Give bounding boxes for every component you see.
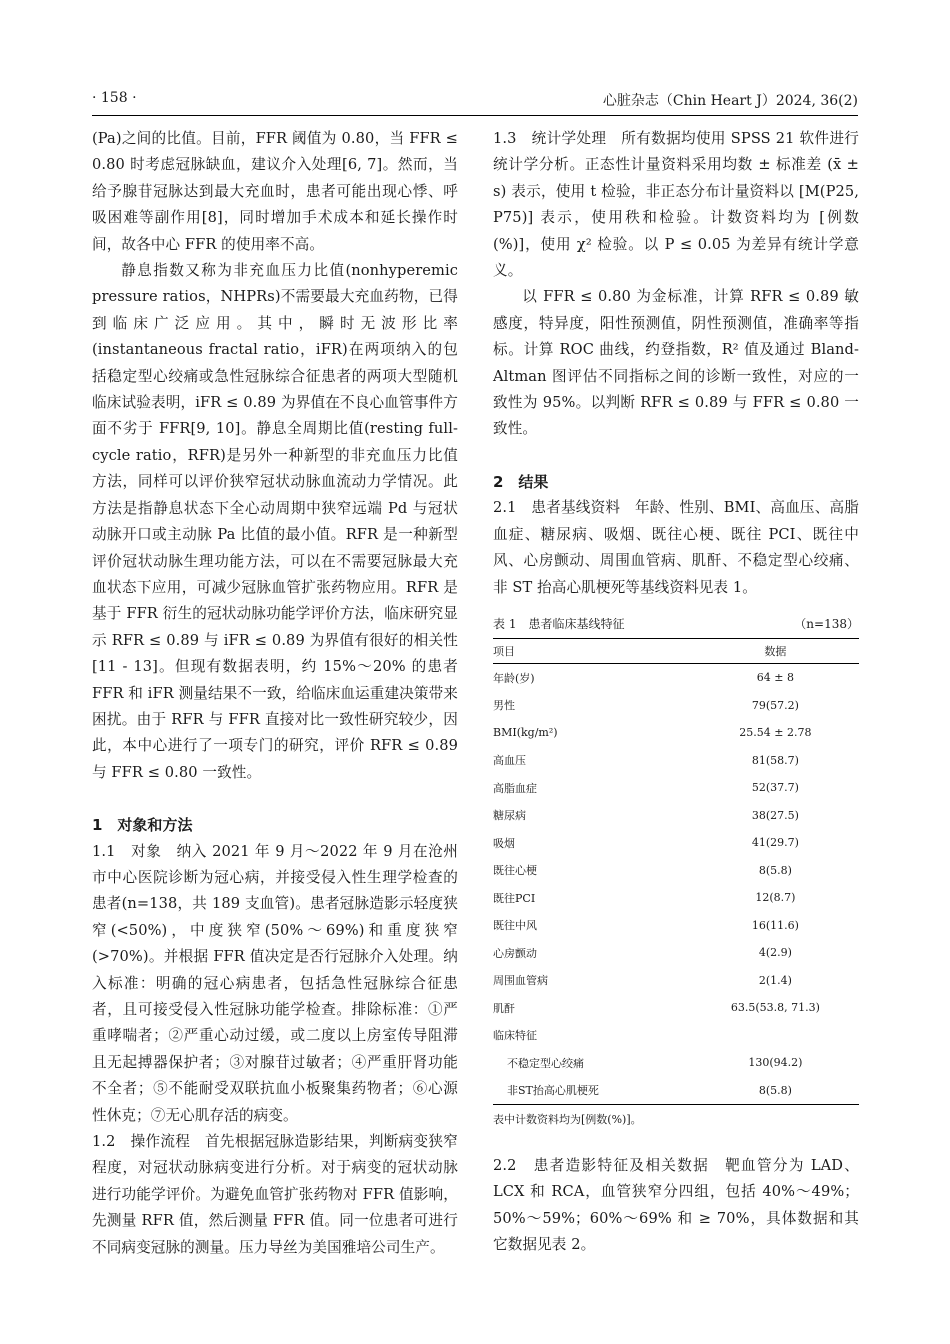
- table-cell-value: 8(5.8): [692, 1076, 859, 1104]
- table-cell-item: 周围血管病: [493, 974, 548, 988]
- paragraph-gold-standard: 以 FFR ≤ 0.80 为金标准，计算 RFR ≤ 0.89 敏感度，特异度，阳性预测值，阴性预测值，准确率等指标。计算 ROC 曲线，约登指数，R² 值及通过 Bland-Altman 图评估不同指标之间的诊断一致性，对应的一致性为 95%。以判断 RFR ≤ 0.89 与 FFR ≤ 0.80 一致性。: [493, 288, 859, 438]
- subsection-label-baseline: 2.1 患者基线资料: [493, 499, 621, 517]
- table-cell-item: 男性: [493, 699, 515, 713]
- table-cell-item: 高血压: [493, 754, 526, 768]
- paragraph-statistics: [493, 126, 859, 284]
- table-caption: [493, 615, 859, 632]
- table-cell-value: 4(2.9): [758, 946, 792, 960]
- table-cell-value: 25.54 ± 2.78: [739, 726, 812, 740]
- right-column: [493, 126, 859, 1259]
- subsection-label-angiography: 2.2 患者造影特征及相关数据: [493, 1156, 710, 1174]
- paragraph-ffr: (Pa)之间的比值。目前，FFR 阈值为 0.80，当 FFR ≤ 0.80 时考虑冠脉缺血，建议介入处理[6, 7]。然而，当给予腺苷冠脉达到最大充血时，患者可能出现心悸、呼吸困难等副作用[8]，同时增加手术成本和延长操作时间，故各中心 FFR 的使用率不高。: [92, 130, 458, 253]
- table-row: [493, 884, 859, 912]
- table-cell-value: 41(29.7): [751, 836, 799, 850]
- table-row: [493, 829, 859, 857]
- table-cell-item: 心房颤动: [493, 946, 537, 960]
- table-cell-value: [692, 1021, 859, 1049]
- table-cell-item: 非ST抬高心肌梗死: [493, 1076, 692, 1104]
- paragraph-subjects: [92, 839, 458, 1129]
- baseline-table: [493, 638, 859, 1105]
- subsection-text-angiography: 靶血管分为 LAD、LCX 和 RCA，血管狭窄分四组，包括 40%～49%；50%～59%；60%～69% 和 ≥ 70%，具体数据和其它数据见表 2。: [493, 1156, 859, 1254]
- subsection-text-subjects: 纳入 2021 年 9 月～2022 年 9 月在沧州市中心医院诊断为冠心病，并接受侵入性生理学检查的患者(n=138，共 189 支血管)。患者冠脉造影示轻度狭窄(<50%)，中度狭窄(50%～69%)和重度狭窄(>70%)。并根据 FFR 值决定是否行冠脉介入处理。纳入标准：明确的冠心病患者，包括急性冠脉综合征患者，且可接受侵入性冠脉功能学检查。排除标准：①严重哮喘者；②严重心动过缓，或二度以上房室传导阻滞且无起搏器保护者；③对腺苷过敏者；④严重肝肾功能不全者；⑤不能耐受双联抗血小板聚集药物者；⑥心源性休克；⑦无心肌存活的病变。: [92, 842, 459, 1124]
- subsection-label-subjects: 1.1 对象: [92, 842, 162, 860]
- subsection-label-statistics: 1.3 统计学处理: [493, 130, 607, 147]
- table-title: 表 1 患者临床基线特征: [493, 616, 625, 631]
- left-column: [92, 126, 458, 1261]
- table-row: [493, 1076, 859, 1104]
- table-cell-item: 既往心梗: [493, 864, 537, 878]
- table-row: [493, 1021, 859, 1049]
- table-cell-value: 79(57.2): [751, 698, 799, 712]
- table-row: [493, 774, 859, 802]
- table-cell-value: 2(1.4): [758, 973, 792, 987]
- table-cell-item: BMI(kg/m²): [493, 726, 558, 740]
- page-number: · 158 ·: [92, 90, 137, 106]
- table-row: [493, 691, 859, 719]
- table-row: [493, 994, 859, 1022]
- table-row: [493, 1049, 859, 1077]
- table-cell-item: 既往PCI: [493, 891, 536, 905]
- table-row: [493, 939, 859, 967]
- table-cell-item: 高脂血症: [493, 781, 537, 795]
- table-cell-value: 8(5.8): [758, 863, 792, 877]
- table-cell-item: 既往中风: [493, 919, 537, 933]
- paragraph-angiography: [493, 1153, 859, 1259]
- table-cell-item: 不稳定型心绞痛: [507, 1056, 584, 1070]
- subsection-text-baseline: 年龄、性别、BMI、高血压、高脂血症、糖尿病、吸烟、既往心梗、既往 PCI、既往中风、心房颤动、周围血管病、肌酐、不稳定型心绞痛、非 ST 抬高心肌梗死等基线资料见表 1。: [493, 499, 859, 596]
- subsection-label-procedure: 1.2 操作流程: [92, 1133, 191, 1151]
- table-header-row: [493, 638, 859, 663]
- paragraph-procedure: [92, 1129, 458, 1261]
- table-header-item: 项目: [493, 638, 692, 663]
- table-row: [493, 663, 859, 691]
- table-cell-value: 38(27.5): [751, 808, 799, 822]
- table-sample-size: （n=138）: [794, 616, 859, 631]
- paragraph-baseline: [493, 495, 859, 601]
- table-cell-value: 63.5(53.8, 71.3): [730, 1001, 820, 1015]
- paragraph-nhpr: 静息指数又称为非充血压力比值(nonhyperemic pressure ratios，NHPRs)不需要最大充血药物，已得到临床广泛应用。其中，瞬时无波形比率(instantaneous fractal ratio，iFR)在两项纳入的包括稳定型心绞痛或急性冠脉综合征患者的两项大型随机临床试验表明，iFR ≤ 0.89 为界值在不良心血管事件方面不劣于 FFR[9, 10]。静息全周期比值(resting full-cycle ratio，RFR)是另外一种新型的非充血压力比值方法，同样可以评价狭窄冠状动脉血流动力学情况。此方法是指静息状态下全心动周期中狭窄远端 Pd 与冠状动脉开口或主动脉 Pa 比值的最小值。RFR 是一种新型评价冠状动脉生理功能方法，可以在不需要冠脉最大充血状态下应用，可减少冠脉血管扩张药物应用。RFR 是基于 FFR 衍生的冠状动脉功能学评价方法，临床研究显示 RFR ≤ 0.89 与 iFR ≤ 0.89 为界值有很好的相关性[11 - 13]。但现有数据表明，约 15%～20% 的患者 FFR 和 iFR 测量结果不一致，给临床血运重建决策带来困扰。由于 RFR 与 FFR 直接对比一致性研究较少，因此，本中心进行了一项专门的研究，评价 RFR ≤ 0.89 与 FFR ≤ 0.80 一致性。: [92, 262, 458, 781]
- table-row: [493, 966, 859, 994]
- table-cell-value: 12(8.7): [755, 891, 796, 905]
- table-row: [493, 856, 859, 884]
- table-cell-value: 81(58.7): [751, 753, 799, 767]
- table-cell-item: 临床特征: [493, 1029, 537, 1043]
- table-header-value: 数据: [692, 638, 859, 663]
- header-rule: [92, 115, 858, 116]
- table-cell-item: 吸烟: [493, 836, 515, 850]
- journal-header: 心脏杂志（Chin Heart J）2024, 36(2): [602, 93, 858, 109]
- table-cell-item: 肌酐: [493, 1001, 515, 1015]
- table-row: [493, 911, 859, 939]
- table-cell-value: 64 ± 8: [756, 671, 794, 685]
- table-row: [493, 801, 859, 829]
- table-cell-item: 年龄(岁): [493, 671, 535, 685]
- table-row: [493, 719, 859, 747]
- table-cell-value: 52(37.7): [751, 781, 799, 795]
- subsection-text-statistics: 所有数据均使用 SPSS 21 软件进行统计学分析。正态性计量资料采用均数 ± 标准差 (x̄ ± s) 表示，使用 t 检验，非正态分布计量资料以 [M(P25, P75)] 表示，使用秩和检验。计数资料均为 [例数(%)]，使用 χ² 检验。以 P ≤ 0.05 为差异有统计学意义。: [493, 130, 859, 280]
- subsection-text-procedure: 首先根据冠脉造影结果，判断病变狭窄程度，对冠状动脉病变进行分析。对于病变的冠状动脉进行功能学评价。为避免血管扩张药物对 FFR 值影响，先测量 RFR 值，然后测量 FFR 值。同一位患者可进行不同病变冠脉的测量。压力导丝为美国雅培公司生产。: [92, 1133, 458, 1256]
- table-cell-value: 16(11.6): [751, 918, 799, 932]
- section-title-methods: 1 对象和方法: [92, 816, 193, 835]
- table-cell-value: 130(94.2): [748, 1056, 803, 1070]
- table-note: 表中计数资料均为[例数(%)]。: [493, 1112, 642, 1126]
- table-cell-item: 糖尿病: [493, 809, 526, 823]
- section-title-results: 2 结果: [493, 472, 549, 491]
- table-row: [493, 746, 859, 774]
